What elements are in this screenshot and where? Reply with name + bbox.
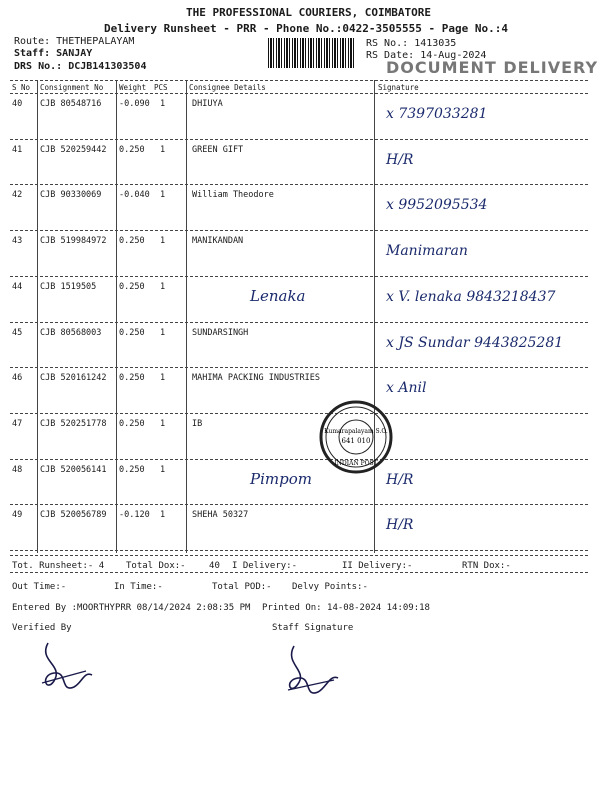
staff-label: Staff: xyxy=(14,48,51,59)
row-consignment-no: CJB 519984972 xyxy=(40,236,107,247)
company-title: THE PROFESSIONAL COURIERS, COIMBATORE xyxy=(186,6,432,19)
row-consignee: SUNDARSINGH xyxy=(192,327,249,338)
row-weight: -0.090 xyxy=(119,99,150,109)
row-signature: x Anil xyxy=(386,380,427,397)
col-divider xyxy=(186,80,187,553)
route-label: Route: xyxy=(14,36,51,47)
col-header-pcs: PCS xyxy=(154,83,168,92)
delvy-points: Delvy Points:- xyxy=(292,582,368,592)
total-dox xyxy=(126,561,220,571)
row-weight: 0.250 xyxy=(119,418,145,429)
row-separator xyxy=(10,459,588,460)
row-weight: 0.250 xyxy=(119,281,145,292)
total-pod: Total POD:- xyxy=(212,582,272,592)
row-separator xyxy=(10,276,588,277)
col-divider xyxy=(374,80,375,553)
row-separator xyxy=(10,413,588,414)
row-weight: -0.120 xyxy=(119,510,150,521)
rs-no-field xyxy=(366,38,456,49)
out-time: Out Time:- xyxy=(12,582,67,592)
row-pcs: 1 xyxy=(160,464,166,475)
row-consignment-no: CJB 520251778 xyxy=(40,418,107,429)
row-consignment-no: CJB 520056789 xyxy=(40,510,107,521)
row-consignment-no: CJB 80548716 xyxy=(40,99,102,109)
drs-label: DRS No.: xyxy=(14,61,63,72)
row-separator xyxy=(10,322,588,323)
row-separator xyxy=(10,139,588,140)
stamp-line-3: INDIAN POST xyxy=(334,460,378,467)
row-weight: 0.250 xyxy=(119,144,145,155)
row-separator xyxy=(10,184,588,185)
route-field xyxy=(14,36,134,47)
col-divider xyxy=(37,80,38,553)
row-consignee: DHIUYA xyxy=(192,99,223,109)
stamp-line-2: 641 010 xyxy=(341,437,371,445)
row-sno: 43 xyxy=(12,236,23,247)
rtn-dox: RTN Dox:- xyxy=(462,561,511,571)
row-signature: H/R xyxy=(386,471,414,488)
row-sno: 45 xyxy=(12,327,23,338)
entered-by: Entered By :MOORTHYPRR 08/14/2024 2:08:35 PM xyxy=(12,603,251,613)
rs-date-label: RS Date: xyxy=(366,50,415,61)
staff-signature-scribble xyxy=(278,640,358,705)
row-weight: 0.250 xyxy=(119,236,145,247)
footer-bottom-line xyxy=(10,572,588,573)
row-signature: x V. lenaka 9843218437 xyxy=(386,288,556,305)
col-header-signature: Signature xyxy=(378,83,419,92)
row-separator xyxy=(10,367,588,368)
row-sno: 40 xyxy=(12,99,23,109)
tot-runsheet: Tot. Runsheet:- 4 xyxy=(12,561,105,571)
col-header-consignee: Consignee Details xyxy=(189,83,266,92)
row-consignment-no: CJB 1519505 xyxy=(40,281,97,292)
row-consignee: MANIKANDAN xyxy=(192,236,244,247)
ii-delivery: II Delivery:- xyxy=(342,561,413,571)
printed-on: Printed On: 14-08-2024 14:09:18 xyxy=(262,603,430,613)
row-consignee: GREEN GIFT xyxy=(192,144,244,155)
row-consignment-no: CJB 520259442 xyxy=(40,144,107,155)
staff-value: SANJAY xyxy=(56,48,93,59)
col-header-consignment: Consignment No xyxy=(40,83,104,92)
row-consignment-no: CJB 520056141 xyxy=(40,464,107,475)
row-sno: 41 xyxy=(12,144,23,155)
row-pcs: 1 xyxy=(160,281,166,292)
row-signature: x 7397033281 xyxy=(386,106,488,122)
runsheet-title: Delivery Runsheet - PRR - Phone No.:0422-3505555 - Page No.:4 xyxy=(104,22,508,35)
drs-field xyxy=(14,61,146,72)
row-pcs: 1 xyxy=(160,190,166,201)
drs-value: DCJB141303504 xyxy=(68,61,147,72)
row-handwritten-name: Lenaka xyxy=(250,286,306,305)
barcode xyxy=(268,38,356,68)
row-pcs: 1 xyxy=(160,236,166,247)
row-sno: 42 xyxy=(12,190,23,201)
row-consignee: MAHIMA PACKING INDUSTRIES xyxy=(192,373,320,384)
col-divider xyxy=(116,80,117,553)
stamp-line-1: Kumarapalayam S.O. xyxy=(324,428,388,435)
row-separator xyxy=(10,230,588,231)
col-header-weight: Weight xyxy=(119,83,147,92)
footer-top-line xyxy=(10,555,588,556)
verified-by-label: Verified By xyxy=(12,623,72,633)
row-sno: 49 xyxy=(12,510,23,521)
row-consignment-no: CJB 520161242 xyxy=(40,373,107,384)
rs-date-value: 14-Aug-2024 xyxy=(420,50,487,61)
row-consignment-no: CJB 90330069 xyxy=(40,190,102,201)
row-sno: 44 xyxy=(12,281,23,292)
row-weight: 0.250 xyxy=(119,327,145,338)
row-signature: x 9952095534 xyxy=(386,197,488,214)
row-sno: 48 xyxy=(12,464,23,475)
i-delivery: I Delivery:- xyxy=(232,561,298,571)
staff-signature-label: Staff Signature xyxy=(272,623,354,633)
row-sno: 46 xyxy=(12,373,23,384)
row-weight: 0.250 xyxy=(119,373,145,384)
row-weight: 0.250 xyxy=(119,464,145,475)
postal-seal-stamp xyxy=(318,399,394,475)
row-pcs: 1 xyxy=(160,418,166,429)
verified-by-signature xyxy=(34,635,114,700)
row-consignee: SHEHA 50327 xyxy=(192,510,249,521)
total-dox-label: Total Dox:- xyxy=(126,561,186,571)
row-pcs: 1 xyxy=(160,144,166,155)
row-separator xyxy=(10,504,588,505)
row-weight: -0.040 xyxy=(119,190,150,201)
in-time: In Time:- xyxy=(114,582,163,592)
row-separator xyxy=(10,550,588,551)
row-signature: H/R xyxy=(386,151,414,168)
rs-no-value: 1413035 xyxy=(414,38,457,49)
row-signature: x JS Sundar 9443825281 xyxy=(386,334,564,351)
route-value: THETHEPALAYAM xyxy=(56,36,135,47)
row-consignment-no: CJB 80568003 xyxy=(40,327,102,338)
total-dox-value: 40 xyxy=(209,561,220,571)
document-delivery-stamp: DOCUMENT DELIVERY xyxy=(386,58,599,77)
row-sno: 47 xyxy=(12,418,23,429)
row-pcs: 1 xyxy=(160,327,166,338)
table-top-line xyxy=(10,80,588,81)
row-consignee: IB xyxy=(192,418,203,429)
row-handwritten-name: Pimpom xyxy=(250,469,312,488)
row-signature: H/R xyxy=(386,517,414,534)
row-consignee: William Theodore xyxy=(192,190,274,201)
col-header-sno: S No xyxy=(12,83,31,92)
table-header-line xyxy=(10,93,588,94)
row-pcs: 1 xyxy=(160,99,166,109)
staff-field xyxy=(14,48,92,59)
row-pcs: 1 xyxy=(160,510,166,521)
rs-no-label: RS No.: xyxy=(366,38,409,49)
row-signature: Manimaran xyxy=(386,243,468,260)
row-pcs: 1 xyxy=(160,373,166,384)
